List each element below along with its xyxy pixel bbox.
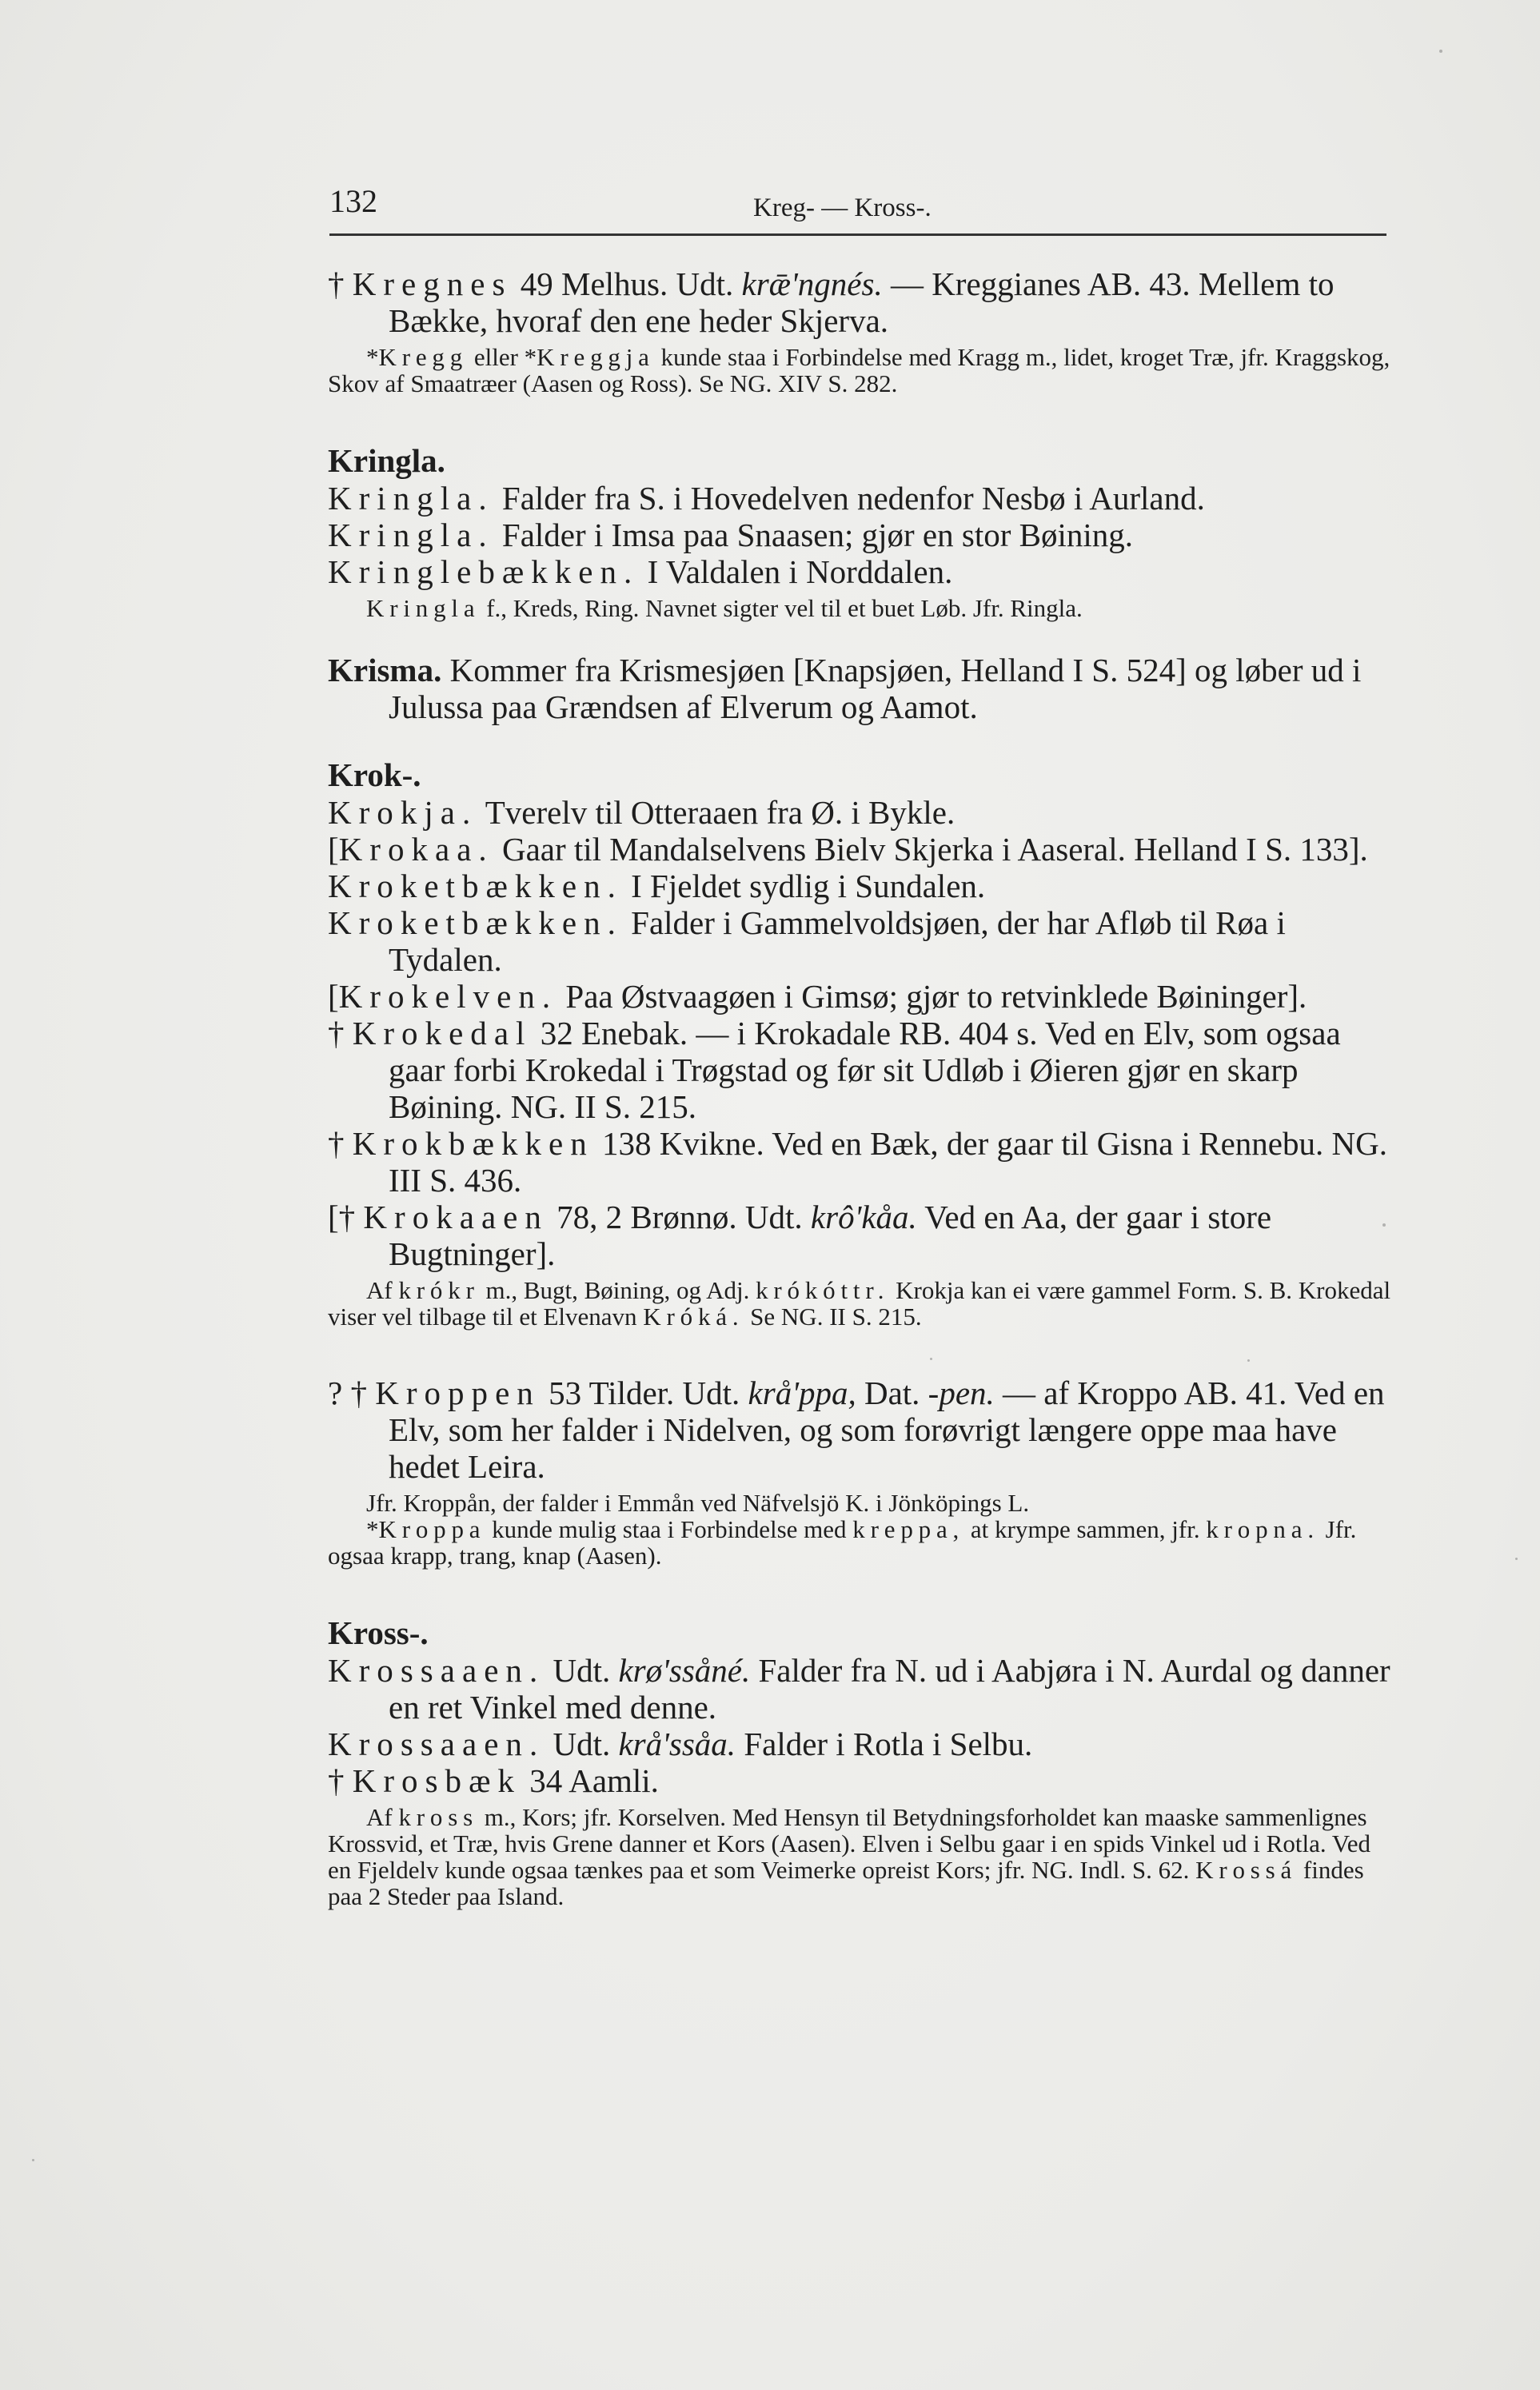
note-paragraph	[328, 1804, 1391, 1909]
spacer	[328, 725, 1391, 756]
dictionary-entry	[328, 1762, 1391, 1799]
text-run: Af	[366, 1276, 399, 1304]
dictionary-entry	[328, 1375, 1391, 1485]
text-run: Af	[366, 1803, 399, 1831]
text-run: †	[328, 1762, 353, 1799]
page-number: 132	[329, 183, 377, 219]
text-run: I Valdalen i Norddalen.	[639, 553, 953, 590]
note-paragraph	[328, 1516, 1391, 1569]
text-run: *	[366, 1515, 379, 1543]
headword: Krokaaen	[363, 1199, 549, 1235]
dictionary-entry	[328, 1199, 1391, 1272]
text-run: Falder i Gammelvoldsjøen, der har Afløb til Røa i Tydalen.	[389, 904, 1286, 978]
text-run: Jfr. Kroppån, der falder i Emmån ved Näfvelsjö K. i Jönköpings L.	[366, 1489, 1030, 1517]
pronunciation: -pen.	[928, 1375, 995, 1411]
text-run: Falder fra N. ud i Aabjøra i N. Aurdal og danner en ret Vinkel med denne.	[389, 1652, 1390, 1726]
headword: Kringlebækken.	[328, 553, 640, 590]
headword: Krokja.	[328, 794, 478, 831]
headword: krókóttr.	[756, 1276, 890, 1304]
text-run: 138 Kvikne. Ved en Bæk, der gaar til Gisna i Rennebu. NG. III S. 436.	[389, 1125, 1387, 1199]
text-run: f., Kreds, Ring. Navnet sigter vel til et buet Løb. Jfr. Ringla.	[480, 594, 1083, 622]
text-run: 32 Enebak. — i Krokadale RB. 404 s. Ved en Elv, som ogsaa gaar forbi Krokedal i Trøgstad og før sit Udløb i Øieren gjør en skarp Bøining. NG. II S. 215.	[389, 1015, 1341, 1125]
dictionary-entry	[328, 831, 1391, 868]
text-run: Dat.	[856, 1375, 928, 1411]
text-run: †	[328, 265, 353, 302]
note-paragraph	[328, 595, 1391, 621]
text-run: Gaar til Mandalselvens Bielv Skjerka i Aaseral. Helland I S. 133].	[493, 831, 1368, 868]
pronunciation: krå'ppa,	[748, 1375, 856, 1411]
headword: Krossá	[1195, 1856, 1298, 1884]
running-head: Kreg- — Kross-.	[753, 194, 932, 222]
text-run: at krympe sammen, jfr.	[964, 1515, 1207, 1543]
text-run: [	[328, 831, 339, 868]
text-run: m., Kors; jfr. Korselven. Med Hensyn til Betydningsforholdet kan maaske sammenlignes Krossvid, et Træ, hvis Grene danner et Kors (Aasen). Elven i Selbu gaar i en spids Vinkel ud i Rotla. Ved en Fjeldelv kunde ogsaa tænkes paa et som Veimerke opreist Kors; jfr. NG. Indl. S. 62.	[328, 1803, 1370, 1884]
headword: Krokaa.	[338, 831, 494, 868]
headword: Kroppa	[378, 1515, 486, 1543]
dictionary-entry	[328, 517, 1391, 553]
headword: Kregg	[378, 343, 469, 371]
pronunciation: krå'ssåa.	[618, 1726, 736, 1762]
headword: Kregnes	[352, 265, 513, 302]
note-paragraph	[328, 344, 1391, 397]
text-run: Ved en Aa, der gaar i store Bugtninger].	[389, 1199, 1272, 1272]
text-run: †	[328, 1125, 353, 1162]
text-run: Tverelv til Otteraaen fra Ø. i Bykle.	[477, 794, 956, 831]
headword: Kroketbækken.	[328, 868, 623, 904]
headword: Kringla	[366, 594, 481, 622]
section-heading: Krok-.	[328, 756, 421, 793]
text-run: Udt.	[545, 1726, 619, 1762]
text-run: — Kreggianes AB. 43. Mellem to Bække, hvoraf den ene heder Skjerva.	[389, 265, 1335, 339]
text-run: m., Bugt, Bøining, og Adj.	[479, 1276, 756, 1304]
text-run: †	[328, 1015, 353, 1051]
text-run: ? †	[328, 1375, 376, 1411]
headword: Krokelven.	[338, 978, 558, 1015]
dictionary-entry	[328, 1652, 1391, 1726]
text-run: Udt.	[545, 1652, 619, 1689]
text-run: 49 Melhus. Udt.	[512, 265, 742, 302]
text-run: Falder i Imsa paa Snaasen; gjør en stor Bøining.	[493, 517, 1133, 553]
headword: Krokedal	[352, 1015, 533, 1051]
headword: kreppa,	[852, 1515, 965, 1543]
headword: Krossaaen.	[328, 1652, 545, 1689]
text-run: Falder fra S. i Hovedelven nedenfor Nesbø i Aurland.	[493, 480, 1205, 517]
headword-bold: Krisma.	[328, 652, 442, 688]
headword: Kringla.	[328, 480, 494, 517]
etymology-note	[328, 595, 1391, 621]
etymology-note	[328, 1277, 1391, 1330]
text-run: [	[328, 978, 339, 1015]
dictionary-entry	[328, 904, 1391, 978]
text-run: Krokja kan ei være gammel Form. S. B. Krokedal viser vel tilbage til et Elvenavn	[328, 1276, 1391, 1331]
headword: kropna.	[1206, 1515, 1319, 1543]
headword: Kringla.	[328, 517, 494, 553]
pronunciation: krô'kåa.	[810, 1199, 917, 1235]
text-run: 34 Aamli.	[521, 1762, 659, 1799]
text-run: kunde mulig staa i Forbindelse med	[485, 1515, 853, 1543]
text-run: 53 Tilder. Udt.	[540, 1375, 748, 1411]
dictionary-entry	[328, 978, 1391, 1015]
page-header	[329, 182, 1386, 236]
text-run: Se NG. II S. 215.	[744, 1303, 922, 1331]
text-run: Kommer fra Krismesjøen [Knapsjøen, Helland I S. 524] og løber ud i Julussa paa Grændsen af Elverum og Aamot.	[389, 652, 1362, 725]
etymology-note	[328, 1804, 1391, 1909]
spacer	[328, 397, 1391, 441]
text-run: I Fjeldet sydlig i Sundalen.	[622, 868, 986, 904]
note-paragraph	[328, 1490, 1391, 1516]
headword: krókr	[398, 1276, 480, 1304]
text-run: *	[366, 343, 379, 371]
text-run: findes paa 2 Steder paa Island.	[328, 1856, 1364, 1910]
dictionary-entry	[328, 794, 1391, 831]
note-paragraph	[328, 1277, 1391, 1330]
pronunciation: krø'ssåné.	[618, 1652, 751, 1689]
etymology-note	[328, 1490, 1391, 1569]
dictionary-entry	[328, 1125, 1391, 1199]
section-heading: Kringla.	[328, 442, 445, 479]
text-run: kunde staa i Forbindelse med Kragg m., lidet, kroget Træ, jfr. Kraggskog, Skov af Smaatræer (Aasen og Ross). Se NG. XIV S. 282.	[328, 343, 1390, 397]
dictionary-entry	[328, 1015, 1391, 1125]
headword: kross	[398, 1803, 479, 1831]
headword: Kroppen	[375, 1375, 541, 1411]
text-run: Paa Østvaagøen i Gimsø; gjør to retvinklede Bøininger].	[557, 978, 1307, 1015]
headword: Kroketbækken.	[328, 904, 623, 941]
dictionary-entry	[328, 1726, 1391, 1762]
headword: Krokbækken	[352, 1125, 594, 1162]
spacer	[328, 1569, 1391, 1614]
dictionary-entry	[328, 868, 1391, 904]
text-run: — af Kroppo AB. 41. Ved en Elv, som her falder i Nidelven, og som forøvrigt længere oppe maa have hedet Leira.	[389, 1375, 1385, 1485]
dictionary-entry	[328, 553, 1391, 590]
section-heading: Kross-.	[328, 1614, 429, 1651]
text-run: Falder i Rotla i Selbu.	[736, 1726, 1033, 1762]
headword: Krossaaen.	[328, 1726, 545, 1762]
dictionary-entry	[328, 265, 1391, 339]
etymology-note	[328, 344, 1391, 397]
dictionary-entry	[328, 652, 1391, 725]
pronunciation: krǣ'ngnés.	[741, 265, 883, 302]
text-run: 78, 2 Brønnø. Udt.	[548, 1199, 811, 1235]
spacer	[328, 621, 1391, 652]
dictionary-entry	[328, 480, 1391, 517]
text-run: Jfr. ogsaa krapp, trang, knap (Aasen).	[328, 1515, 1357, 1570]
headword: Kreggja	[537, 343, 655, 371]
dictionary-body	[328, 265, 1391, 1909]
headword: Króká.	[643, 1303, 744, 1331]
headword: Krosbæk	[352, 1762, 521, 1799]
text-run: eller *	[468, 343, 537, 371]
spacer	[328, 1330, 1391, 1375]
text-run: [†	[328, 1199, 364, 1235]
